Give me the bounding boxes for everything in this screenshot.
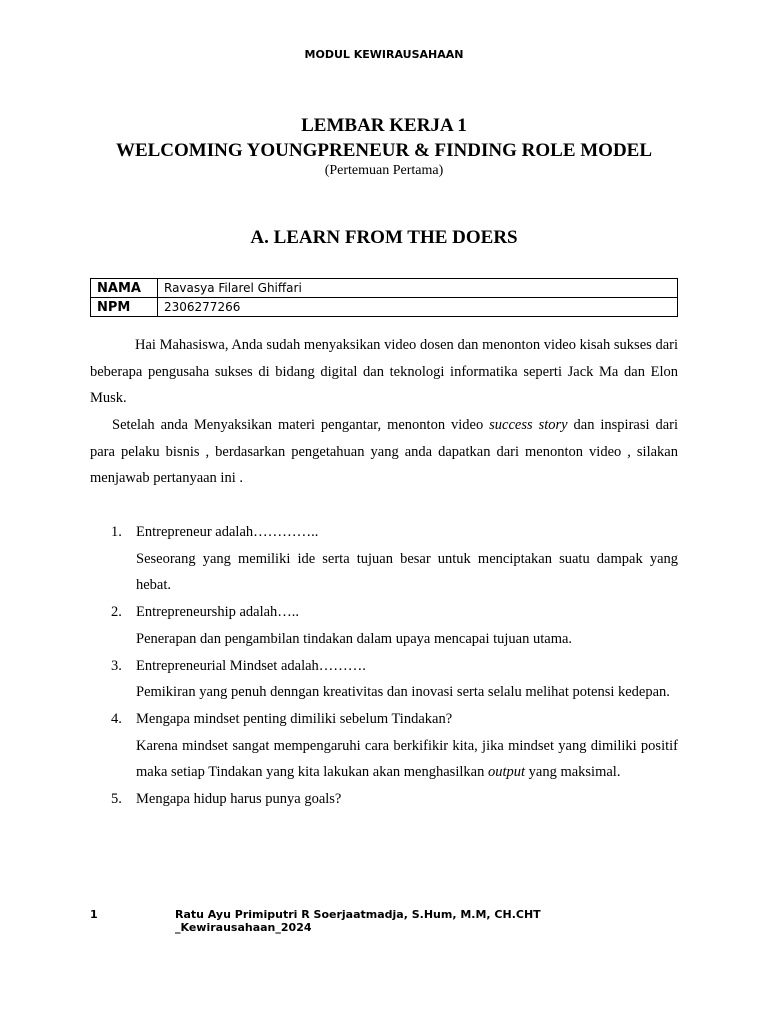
intro-paragraph-2-emphasis: success story	[489, 417, 568, 433]
nama-value: Ravasya Filarel Ghiffari	[158, 279, 678, 298]
question-text: Mengapa mindset penting dimiliki sebelum Tindakan?	[136, 710, 453, 727]
intro-paragraph-2-start: Setelah anda Menyaksikan materi pengantar, menonton video	[112, 417, 490, 433]
question-number: 1.	[111, 524, 122, 540]
answer-text-end: yang maksimal.	[525, 764, 621, 781]
intro-paragraph-1: Hai Mahasiswa, Anda sudah menyaksikan video dosen dan menonton video kisah sukses dari beberapa pengusaha sukses di bidang digital dan teknologi informatika seperti Jack Ma dan Elon Musk.	[90, 337, 678, 407]
page-number: 1	[90, 908, 98, 921]
question-text: Entrepreneurship adalah…..	[136, 604, 300, 621]
answer-text	[136, 733, 678, 786]
meeting-label: (Pertemuan Pertama)	[324, 163, 444, 178]
npm-value: 2306277266	[158, 298, 678, 317]
question-item-3	[90, 653, 678, 706]
intro-paragraph-2-end: dan inspirasi dari para pelaku bisnis , berdasarkan pengetahuan yang anda dapatkan dari menonton video , silakan menjawab pertanyaan ini .	[90, 417, 678, 487]
nama-label: NAMA	[91, 279, 158, 298]
answer-text: Penerapan dan pengambilan tindakan dalam upaya mencapai tujuan utama.	[136, 630, 573, 647]
footer-author: Ratu Ayu Primiputri R Soerjaatmadja, S.Hum, M.M, CH.CHT _Kewirausahaan_2024	[175, 908, 541, 934]
question-item-5	[90, 786, 678, 813]
worksheet-title: LEMBAR KERJA 1	[301, 115, 467, 136]
answer-text-start: Karena mindset sangat mempengaruhi cara berkifikir kita, jika mindset yang dimiliki positif maka setiap Tindakan yang kita lakukan akan menghasilkan	[136, 737, 678, 781]
answer-text: Pemikiran yang penuh denngan kreativitas dan inovasi serta selalu melihat potensi kedepan.	[136, 684, 670, 701]
question-number: 5.	[111, 791, 122, 808]
question-text: Entrepreneur adalah…………..	[136, 524, 319, 540]
answer-text: Seseorang yang memiliki ide serta tujuan besar untuk menciptakan suatu dampak yang hebat.	[136, 550, 678, 594]
question-item-1	[90, 519, 678, 599]
worksheet-subtitle: WELCOMING YOUNGPRENEUR & FINDING ROLE MODEL	[115, 140, 653, 161]
question-number: 3.	[111, 657, 122, 674]
answer-emphasis: output	[487, 764, 526, 781]
question-number: 2.	[111, 604, 122, 621]
question-item-4	[90, 706, 678, 786]
identity-row-nama	[91, 279, 678, 298]
module-header: MODUL KEWIRAUSAHAAN	[304, 48, 464, 61]
question-number: 4.	[111, 710, 122, 727]
intro-paragraph-2	[90, 412, 678, 492]
question-item-2	[90, 599, 678, 652]
section-title: A. LEARN FROM THE DOERS	[250, 227, 518, 248]
npm-label: NPM	[91, 298, 158, 317]
question-text: Mengapa hidup harus punya goals?	[136, 791, 342, 808]
question-list	[90, 519, 678, 813]
identity-table	[90, 278, 678, 317]
identity-row-npm	[91, 298, 678, 317]
question-text: Entrepreneurial Mindset adalah……….	[136, 657, 366, 674]
